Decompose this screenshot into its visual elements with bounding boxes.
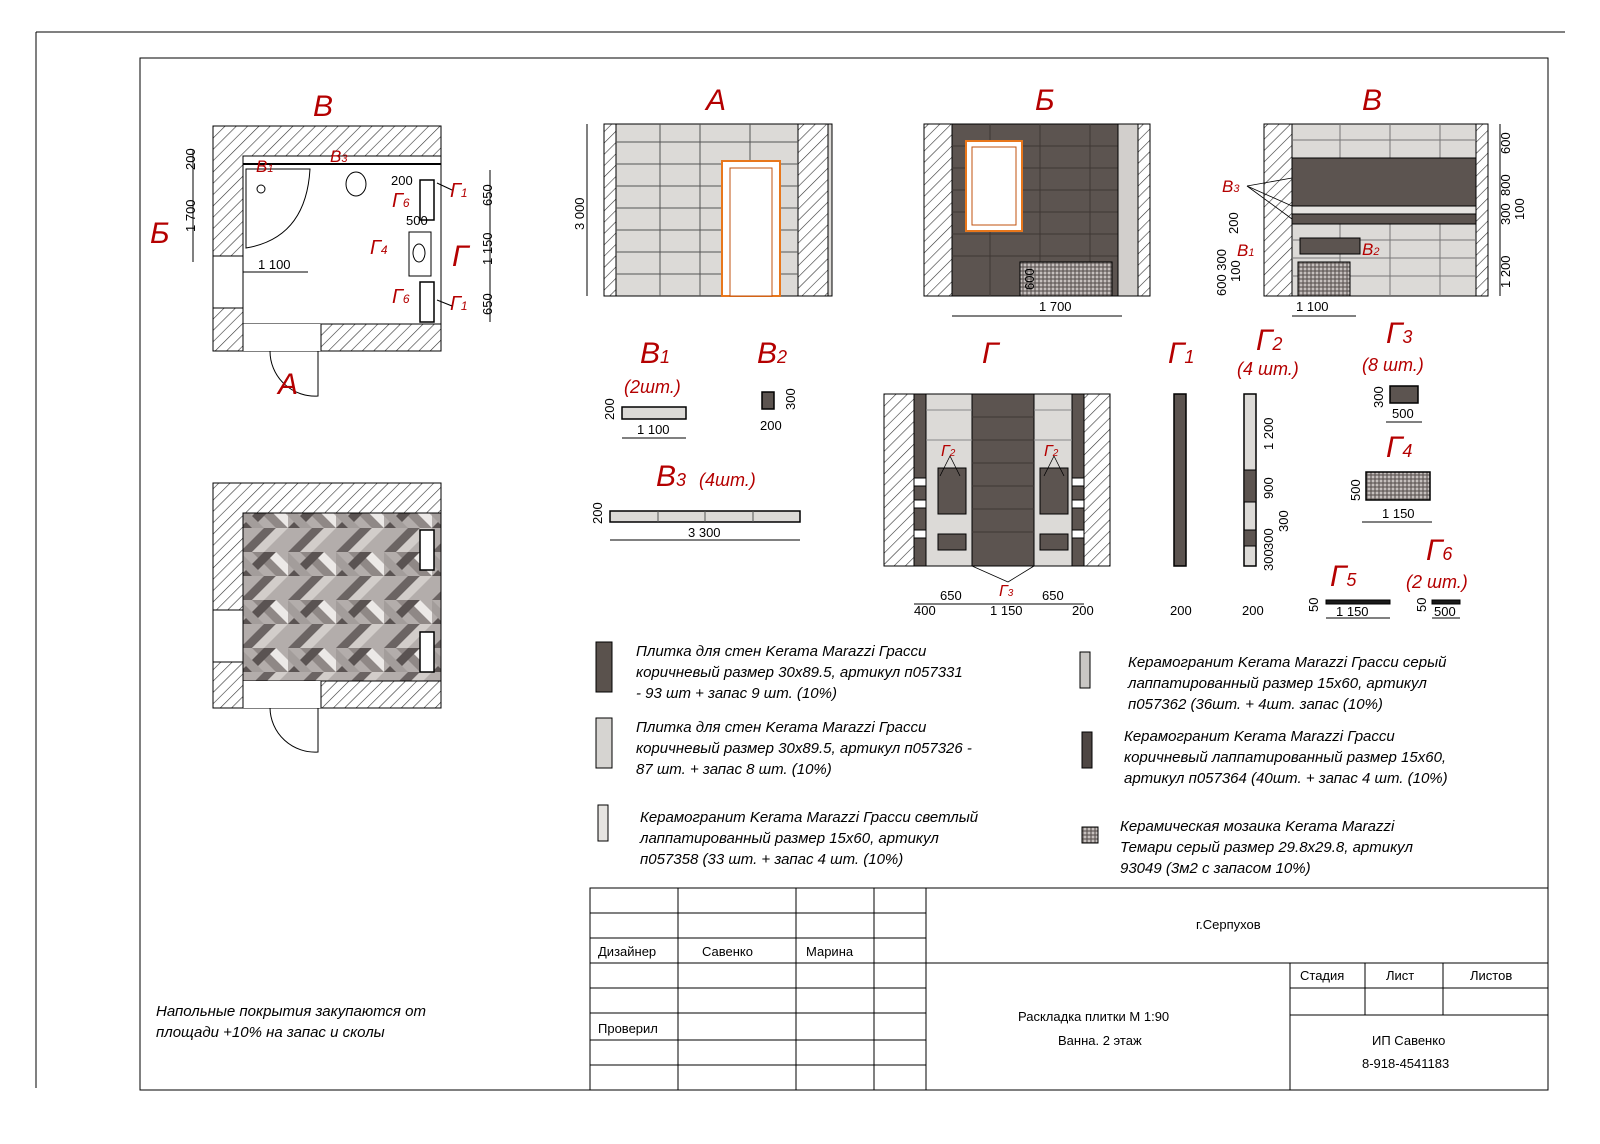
- part-g6-height: 50: [1414, 597, 1429, 612]
- dim-500: 500: [406, 213, 428, 228]
- part-g5: [1306, 560, 1390, 619]
- part-v2-width: 200: [760, 418, 782, 433]
- part-g1-title: Г1: [1168, 337, 1195, 370]
- part-g2-dim-300b: 300: [1261, 528, 1276, 550]
- part-g3-title: Г3: [1386, 317, 1413, 350]
- tb-designer-name: Марина: [806, 944, 854, 959]
- floor-note: Напольные покрытия закупаются от площади +10% на запас и сколы: [156, 1003, 426, 1041]
- part-g2-title: Г2: [1256, 324, 1283, 357]
- part-g5-height: 50: [1306, 597, 1321, 612]
- part-g6-width: 500: [1434, 604, 1456, 619]
- legend-swatch: [1082, 732, 1092, 768]
- part-g1-width: 200: [1170, 603, 1192, 618]
- tb-company: ИП Савенко: [1372, 1033, 1446, 1048]
- part-v2-title: В2: [757, 337, 788, 370]
- part-v2-height: 300: [783, 388, 798, 410]
- legend-item: [596, 642, 967, 702]
- part-g2-qty: (4 шт.): [1237, 359, 1299, 379]
- dim-1100: 1 100: [258, 257, 291, 272]
- elevation-b-title: Б: [1035, 84, 1055, 117]
- legend-text: Плитка для стен Kerama Marazzi Грасси коричневый размер 30x89.5, артикул п057326 - 87 шт. + запас 8 шт. (10%): [636, 719, 972, 778]
- part-g6-title: Г6: [1426, 534, 1453, 567]
- part-g3-height: 300: [1371, 386, 1386, 408]
- part-g4-width: 1 150: [1382, 506, 1415, 521]
- part-v1-width: 1 100: [637, 422, 670, 437]
- tb-designer-label: Дизайнер: [598, 944, 657, 959]
- dim-650-top: 650: [480, 184, 495, 206]
- legend-swatch: [1082, 827, 1098, 843]
- part-v1-title: В1: [640, 337, 671, 370]
- dim-200-right: 200: [391, 173, 413, 188]
- part-g2: [1237, 324, 1299, 618]
- part-g3-width: 500: [1392, 406, 1414, 421]
- floor-plan: [213, 126, 441, 396]
- plan-label-g4: Г4: [370, 237, 388, 259]
- legend-text: Керамогранит Kerama Marazzi Грасси серый лаппатированный размер 15x60, артикул п057362 (36шт. + 4шт. запас (10%): [1128, 654, 1447, 713]
- part-g2-dim-900: 900: [1261, 477, 1276, 499]
- legend-item: [1082, 818, 1417, 877]
- elev-g-label-g2-right: Г2: [1044, 443, 1059, 460]
- plan-label-g6-top: Г6: [392, 190, 410, 212]
- elevation-a-title: А: [706, 84, 727, 117]
- plan-label-g1-top: Г1: [450, 180, 468, 202]
- legend-text: Керамогранит Kerama Marazzi Грасси светлый лаппатированный размер 15x60, артикул п057358 (33 шт. + запас 4 шт. (10%): [640, 809, 979, 868]
- floor-herringbone-plan: [213, 483, 441, 752]
- tb-designer-surname: Савенко: [702, 944, 753, 959]
- elev-v-left-dim-200: 200: [1226, 212, 1241, 234]
- elev-b-dim-600: 600: [1022, 268, 1037, 290]
- elev-v-left-dim-600-300: 600 300: [1214, 249, 1229, 296]
- legend-swatch: [596, 718, 612, 768]
- dim-650-bottom: 650: [480, 293, 495, 315]
- plan-label-v3: В3: [330, 147, 348, 166]
- legend-text: Керамогранит Kerama Marazzi Грасси коричневый лаппатированный размер 15x60, артикул п057364 (40шт. + запас 4 шт. (10%): [1124, 728, 1448, 787]
- part-g4-title: Г4: [1386, 431, 1413, 464]
- part-v3-width: 3 300: [688, 525, 721, 540]
- plan-label-bottom: А: [278, 368, 299, 401]
- legend-text: Керамическая мозаика Kerama Marazzi Темари серый размер 29.8x29.8, артикул 93049 (3м2 с запасом 10%): [1120, 818, 1413, 877]
- elev-v-label-v1: В1: [1237, 241, 1255, 260]
- plan-label-right: Г: [452, 240, 469, 273]
- legend-swatch: [598, 805, 608, 841]
- part-v3-qty: (4шт.): [699, 470, 756, 490]
- legend-swatch: [596, 642, 612, 692]
- tb-city: г.Серпухов: [1196, 917, 1261, 932]
- elev-g-label-g3: Г3: [999, 583, 1014, 600]
- part-g4: [1348, 431, 1432, 522]
- elevation-g-title: Г: [982, 337, 999, 370]
- legend-item: [1080, 652, 1451, 713]
- part-v2: [757, 337, 798, 433]
- part-v3-height: 200: [590, 502, 605, 524]
- legend-item: [596, 718, 976, 778]
- part-v1: [602, 337, 686, 438]
- dim-200-left: 200: [183, 148, 198, 170]
- tb-sheet-label: Лист: [1386, 968, 1415, 983]
- tb-drawing-subtitle: Ванна. 2 этаж: [1058, 1033, 1142, 1048]
- part-g3: [1362, 317, 1424, 422]
- title-block: [590, 888, 1548, 1090]
- elev-g-label-g2-left: Г2: [941, 443, 956, 460]
- elev-a-height-dim: 3 000: [572, 197, 587, 230]
- elevation-v-title: В: [1362, 84, 1383, 117]
- tb-stage-label: Стадия: [1300, 968, 1345, 983]
- legend-item: [598, 805, 982, 868]
- elev-v-label-v3: В3: [1222, 177, 1240, 196]
- elev-g-dim-200: 200: [1072, 603, 1094, 618]
- elev-v-dim-300: 300: [1498, 203, 1513, 225]
- elev-g-dim-1150: 1 150: [990, 603, 1023, 618]
- legend-swatch: [1080, 652, 1090, 688]
- part-g5-title: Г5: [1330, 560, 1357, 593]
- part-g1: [1168, 337, 1194, 618]
- part-v3: [590, 460, 800, 540]
- elevation-a: [572, 124, 832, 296]
- elev-b-width-dim: 1 700: [1039, 299, 1072, 314]
- tb-checked-label: Проверил: [598, 1021, 658, 1036]
- elev-g-dim-400: 400: [914, 603, 936, 618]
- part-g6: [1406, 534, 1468, 619]
- elev-v-left-dim-100: 100: [1228, 260, 1243, 282]
- elev-v-dim-600: 600: [1498, 132, 1513, 154]
- legend: [596, 642, 1451, 877]
- elev-g-dim-650-right: 650: [1042, 588, 1064, 603]
- part-v3-title: В3: [656, 460, 687, 493]
- elev-v-dim-1200: 1 200: [1498, 255, 1513, 288]
- dim-1150: 1 150: [480, 232, 495, 265]
- part-g2-width: 200: [1242, 603, 1264, 618]
- tb-phone: 8-918-4541183: [1362, 1056, 1450, 1071]
- elevation-b: [924, 124, 1150, 316]
- plan-label-left: Б: [150, 217, 170, 250]
- plan-label-g6-bottom: Г6: [392, 286, 410, 308]
- elev-v-dim-800: 800: [1498, 174, 1513, 196]
- elev-v-label-v2: В2: [1362, 240, 1380, 259]
- part-g3-qty: (8 шт.): [1362, 355, 1424, 375]
- tb-drawing-title: Раскладка плитки М 1:90: [1018, 1009, 1170, 1024]
- legend-item: [1082, 728, 1450, 787]
- part-g6-qty: (2 шт.): [1406, 572, 1468, 592]
- elevation-g: [884, 394, 1110, 618]
- dim-1700: 1 700: [183, 199, 198, 232]
- part-g4-height: 500: [1348, 479, 1363, 501]
- plan-label-v1: В1: [256, 157, 274, 176]
- plan-label-g1-bottom: Г1: [450, 293, 468, 315]
- elev-v-width-dim: 1 100: [1296, 299, 1329, 314]
- elev-g-dim-650-left: 650: [940, 588, 962, 603]
- legend-text: Плитка для стен Kerama Marazzi Грасси коричневый размер 30x89.5, артикул п057331 - 93 шт + запас 9 шт. (10%): [636, 643, 963, 702]
- plan-label-top: В: [313, 90, 334, 123]
- part-g2-dim-1200: 1 200: [1261, 417, 1276, 450]
- part-g5-width: 1 150: [1336, 604, 1369, 619]
- tb-sheets-label: Листов: [1470, 968, 1513, 983]
- part-v1-qty: (2шт.): [624, 377, 681, 397]
- elev-v-dim-100: 100: [1512, 198, 1527, 220]
- part-g2-dim-300c: 300: [1261, 549, 1276, 571]
- elevation-v: [1214, 124, 1527, 316]
- part-v1-height: 200: [602, 398, 617, 420]
- part-g2-dim-300a: 300: [1276, 510, 1291, 532]
